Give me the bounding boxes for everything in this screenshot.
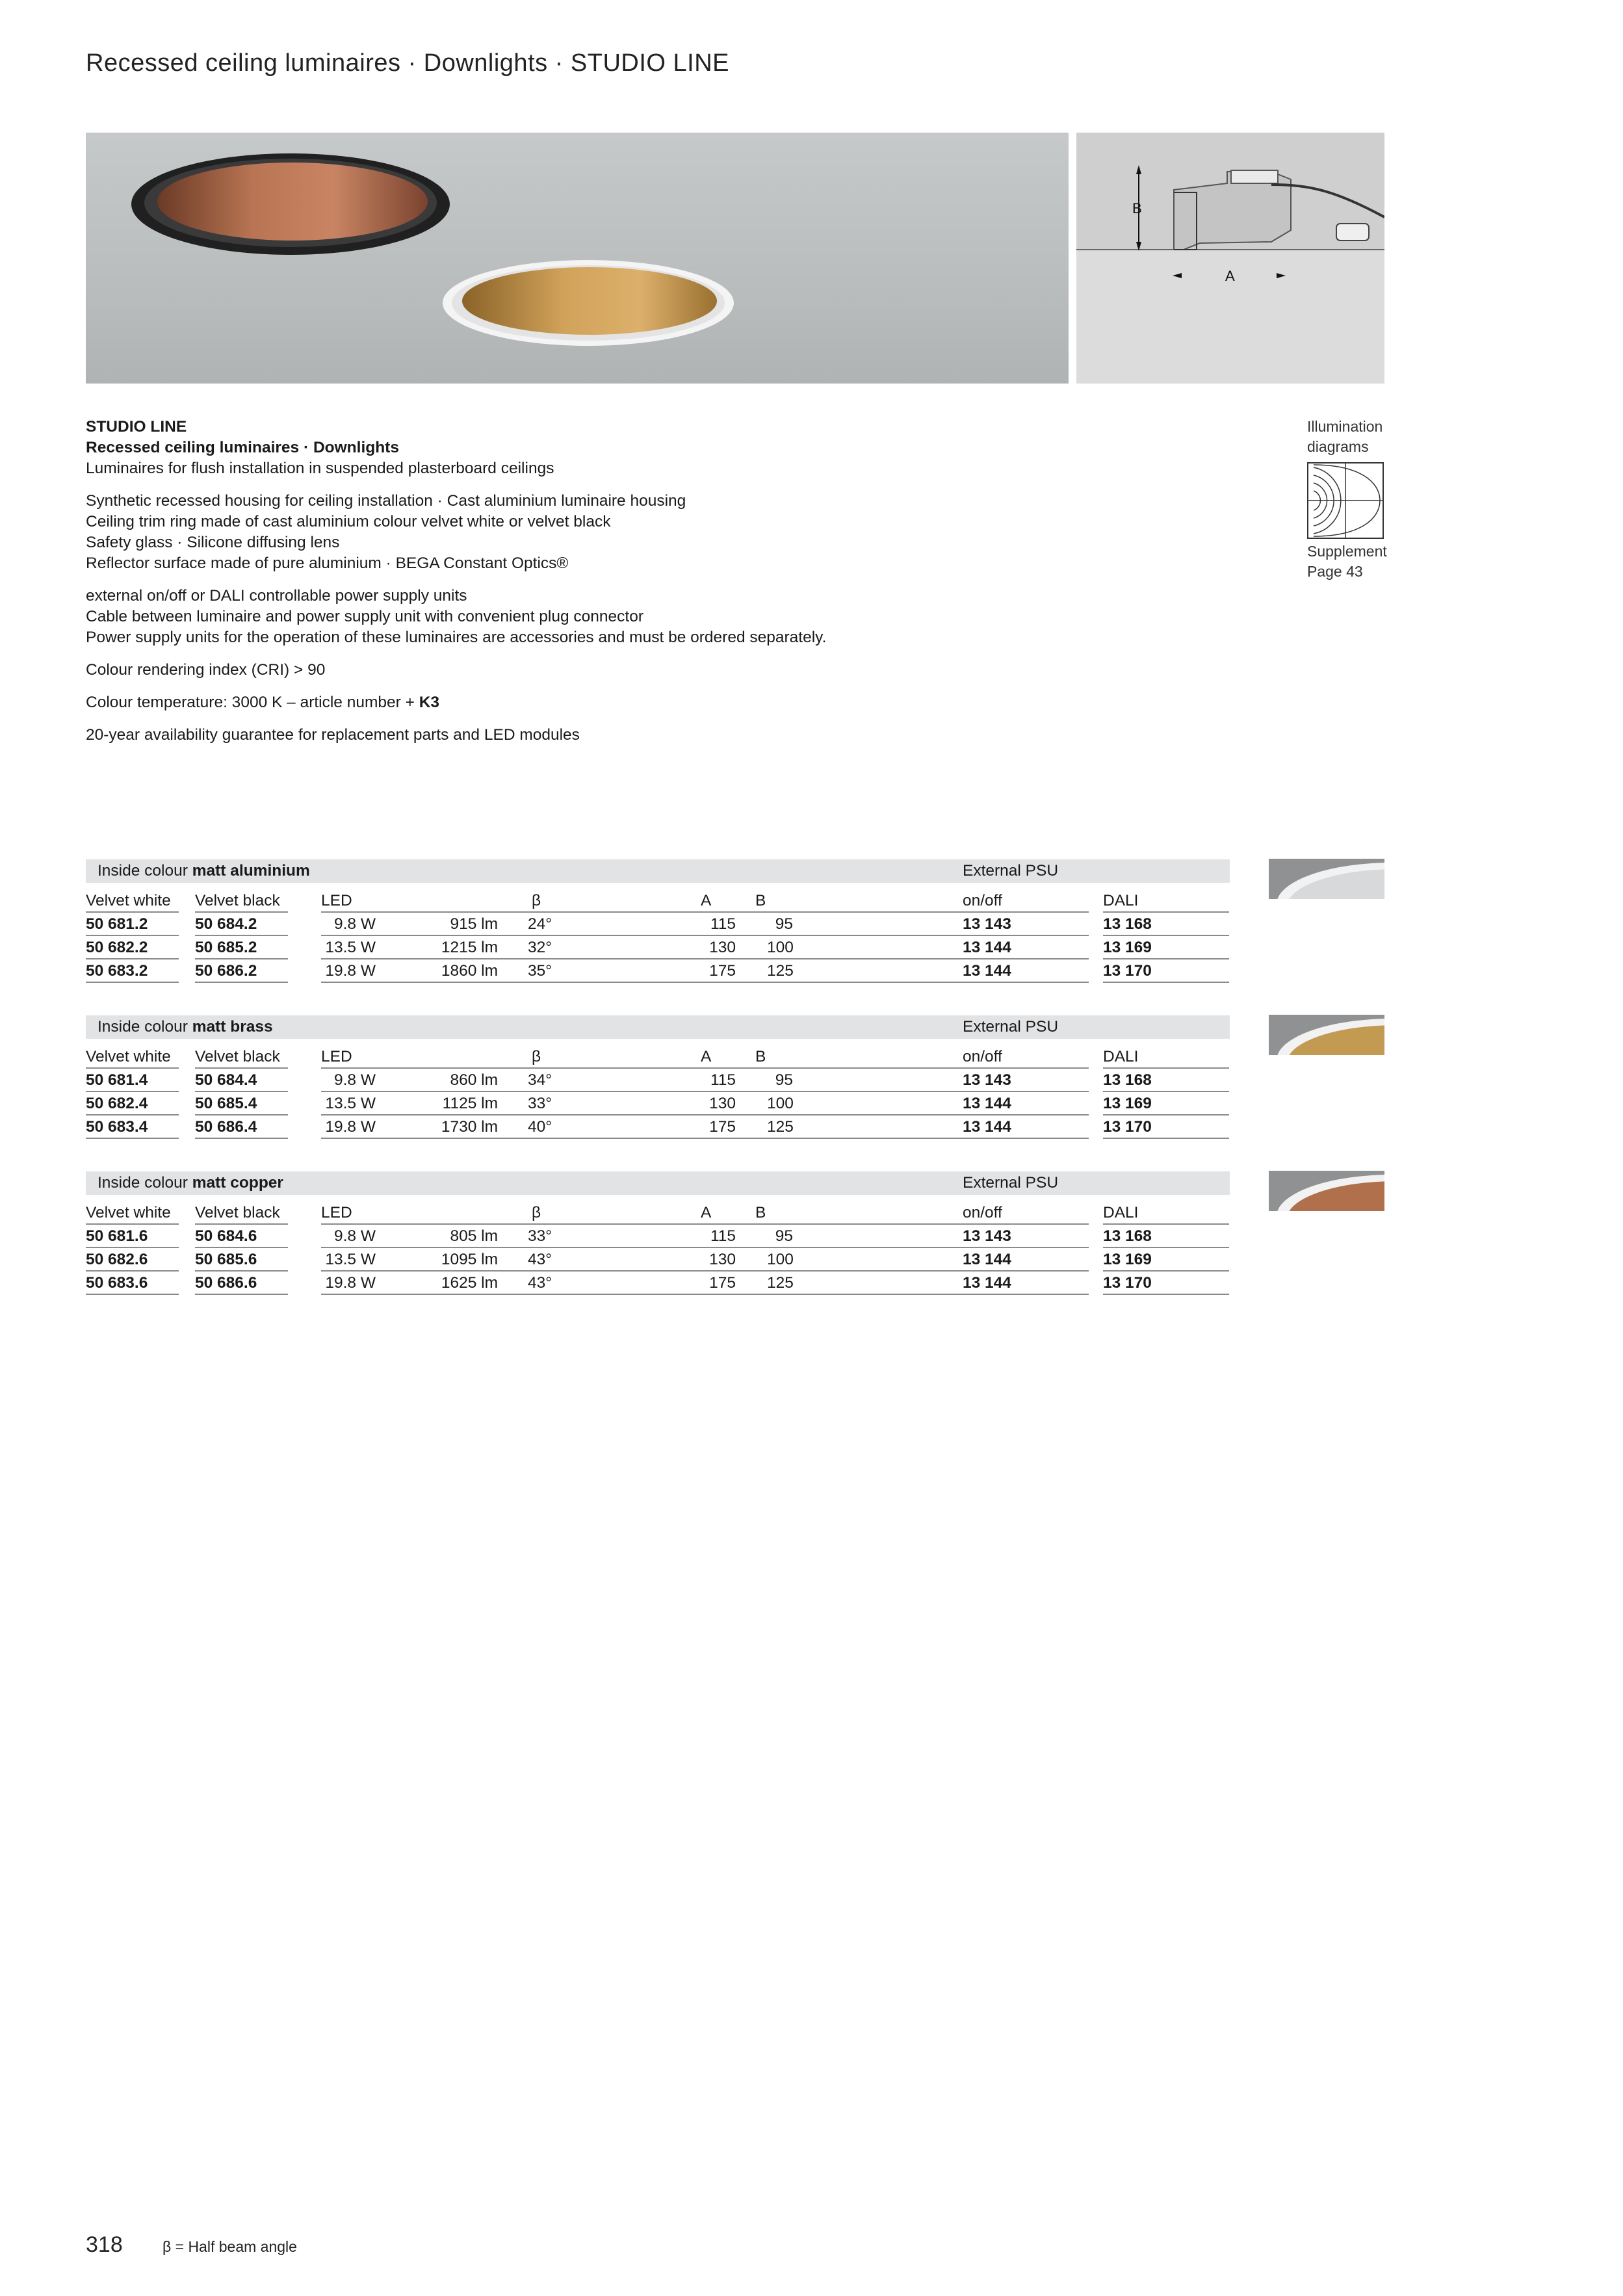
header-velvet-black: Velvet black [195, 1204, 280, 1221]
header-led: LED [321, 1048, 352, 1065]
inside-colour-name: matt copper [192, 1174, 283, 1192]
table-row [86, 1069, 1230, 1092]
copper-reflector [157, 163, 428, 241]
psu-onoff: 13 144 [963, 1118, 1011, 1136]
luminous-flux: 860 lm [450, 1071, 498, 1089]
external-psu-header: External PSU [963, 1174, 1059, 1192]
header-velvet-black: Velvet black [195, 1048, 280, 1065]
psu-dali: 13 170 [1103, 1274, 1152, 1292]
dimension-b: 100 [767, 939, 794, 956]
article-velvet-white: 50 682.2 [86, 939, 148, 956]
row-underline [963, 1294, 1089, 1295]
dimension-b: 95 [775, 915, 793, 933]
table-header-row [86, 1045, 1230, 1069]
external-psu-header: External PSU [963, 862, 1059, 880]
dimension-b: 125 [767, 962, 794, 980]
article-velvet-white: 50 683.2 [86, 962, 148, 980]
psu-onoff: 13 144 [963, 962, 1011, 980]
led-wattage: 19.8 W [325, 962, 376, 980]
psu-dali: 13 168 [1103, 1071, 1152, 1089]
table-row [86, 1092, 1230, 1115]
half-beam-angle: 40° [528, 1118, 552, 1136]
half-beam-angle: 43° [528, 1274, 552, 1292]
header-led: LED [321, 892, 352, 909]
dimension-a: 115 [710, 1071, 736, 1089]
table-header-row [86, 1201, 1230, 1225]
dimension-b: 100 [767, 1095, 794, 1112]
header-velvet-white: Velvet white [86, 892, 171, 909]
dimension-a: 130 [709, 1251, 736, 1268]
table-row [86, 959, 1230, 983]
dimension-b: 95 [775, 1227, 793, 1245]
psu-dali: 13 169 [1103, 1251, 1152, 1268]
row-underline [195, 1138, 288, 1139]
psu-dali: 13 169 [1103, 939, 1152, 956]
dimension-a: 175 [709, 1274, 736, 1292]
row-underline [1103, 1138, 1229, 1139]
illumination-diagram-icon[interactable] [1307, 462, 1384, 539]
inside-colour-prefix: Inside colour [97, 1174, 192, 1192]
row-underline [86, 1138, 179, 1139]
header-dali: DALI [1103, 1204, 1139, 1221]
article-velvet-black: 50 685.4 [195, 1095, 257, 1112]
psu-dali: 13 169 [1103, 1095, 1152, 1112]
feature-line: Ceiling trim ring made of cast aluminium colour velvet white or velvet black [86, 513, 611, 530]
article-velvet-white: 50 681.4 [86, 1071, 148, 1089]
header-onoff: on/off [963, 1204, 1002, 1221]
swatch-matt-aluminium [1269, 859, 1384, 899]
psu-dali: 13 170 [1103, 1118, 1152, 1136]
header-velvet-white: Velvet white [86, 1048, 171, 1065]
header-a: A [701, 892, 712, 909]
header-dali: DALI [1103, 1048, 1139, 1065]
psu-info-line: external on/off or DALI controllable power supply units [86, 587, 467, 605]
dimension-b: 125 [767, 1118, 794, 1136]
article-velvet-white: 50 681.6 [86, 1227, 148, 1245]
dimension-a-label: A [1225, 268, 1235, 284]
dimension-a: 115 [710, 915, 736, 933]
psu-dali: 13 170 [1103, 962, 1152, 980]
colour-band [86, 859, 1230, 883]
luminous-flux: 915 lm [450, 915, 498, 933]
header-b: B [755, 892, 766, 909]
header-dali: DALI [1103, 892, 1139, 909]
half-beam-angle: 35° [528, 962, 552, 980]
luminous-flux: 1125 lm [442, 1095, 498, 1112]
half-beam-angle: 32° [528, 939, 552, 956]
brass-reflector [462, 267, 717, 335]
psu-onoff: 13 144 [963, 1274, 1011, 1292]
product-photo [86, 133, 1069, 384]
psu-info-line: Power supply units for the operation of these luminaires are accessories and must be ordered separately. [86, 629, 827, 646]
header-velvet-black: Velvet black [195, 892, 280, 909]
half-beam-angle: 24° [528, 915, 552, 933]
colour-temperature-line [86, 692, 1191, 713]
dimension-a: 175 [709, 962, 736, 980]
features-block [86, 491, 1191, 574]
product-name: STUDIO LINE [86, 418, 187, 436]
led-wattage: 13.5 W [325, 1095, 376, 1112]
beta-footnote: β = Half beam angle [162, 2238, 297, 2255]
header-onoff: on/off [963, 892, 1002, 909]
table-row [86, 1248, 1230, 1272]
article-velvet-black: 50 685.2 [195, 939, 257, 956]
illumination-label-line: diagrams [1307, 438, 1369, 455]
psu-onoff: 13 144 [963, 1251, 1011, 1268]
inside-colour-prefix: Inside colour [97, 1018, 192, 1036]
row-underline [321, 1138, 1023, 1139]
luminous-flux: 1095 lm [441, 1251, 498, 1268]
inside-colour-label [97, 1174, 283, 1192]
article-velvet-black: 50 686.6 [195, 1274, 257, 1292]
row-underline [1103, 982, 1229, 983]
supplement-reference [1307, 541, 1387, 582]
product-description [86, 417, 1191, 746]
feature-line: Safety glass · Silicone diffusing lens [86, 534, 340, 551]
supplement-label: Supplement [1307, 543, 1387, 560]
table-row [86, 1225, 1230, 1248]
psu-info-block [86, 586, 1191, 648]
table-row [86, 913, 1230, 936]
feature-line: Reflector surface made of pure aluminium · BEGA Constant Optics® [86, 554, 569, 572]
inside-colour-label [97, 862, 310, 880]
row-underline [321, 982, 1023, 983]
row-underline [963, 1138, 1089, 1139]
half-beam-angle: 43° [528, 1251, 552, 1268]
led-wattage: 9.8 W [334, 1071, 376, 1089]
colour-band [86, 1015, 1230, 1039]
header-a: A [701, 1204, 712, 1221]
led-wattage: 9.8 W [334, 915, 376, 933]
external-psu-header: External PSU [963, 1018, 1059, 1036]
luminous-flux: 1625 lm [441, 1274, 498, 1292]
led-wattage: 9.8 W [334, 1227, 376, 1245]
dimension-b: 95 [775, 1071, 793, 1089]
psu-onoff: 13 143 [963, 1071, 1011, 1089]
row-underline [321, 1294, 1023, 1295]
half-beam-angle: 33° [528, 1095, 552, 1112]
luminous-flux: 1860 lm [441, 962, 498, 980]
dimension-a: 115 [710, 1227, 736, 1245]
colour-band [86, 1171, 1230, 1195]
article-velvet-black: 50 684.2 [195, 915, 257, 933]
header-beta: β [532, 1204, 541, 1221]
inside-colour-name: matt aluminium [192, 862, 310, 880]
page-title: Recessed ceiling luminaires · Downlights · STUDIO LINE [86, 49, 729, 77]
header-a: A [701, 1048, 712, 1065]
colour-temperature-code: K3 [419, 694, 440, 711]
dimension-drawing [1076, 133, 1384, 384]
psu-dali: 13 168 [1103, 915, 1152, 933]
header-onoff: on/off [963, 1048, 1002, 1065]
supplement-page: Page 43 [1307, 563, 1363, 580]
product-subtitle: Recessed ceiling luminaires · Downlights [86, 439, 399, 456]
article-velvet-black: 50 686.4 [195, 1118, 257, 1136]
header-beta: β [532, 892, 541, 909]
dimension-b: 100 [767, 1251, 794, 1268]
led-wattage: 19.8 W [325, 1118, 376, 1136]
article-velvet-black: 50 685.6 [195, 1251, 257, 1268]
header-b: B [755, 1048, 766, 1065]
dimension-b: 125 [767, 1274, 794, 1292]
row-underline [963, 982, 1089, 983]
dimension-a: 130 [709, 939, 736, 956]
article-velvet-white: 50 682.6 [86, 1251, 148, 1268]
luminous-flux: 805 lm [450, 1227, 498, 1245]
header-velvet-white: Velvet white [86, 1204, 171, 1221]
row-underline [86, 1294, 179, 1295]
row-underline [195, 982, 288, 983]
half-beam-angle: 33° [528, 1227, 552, 1245]
table-row [86, 936, 1230, 959]
article-velvet-black: 50 686.2 [195, 962, 257, 980]
header-b: B [755, 1204, 766, 1221]
psu-onoff: 13 143 [963, 915, 1011, 933]
feature-line: Synthetic recessed housing for ceiling installation · Cast aluminium luminaire housing [86, 492, 686, 510]
led-wattage: 19.8 W [325, 1274, 376, 1292]
inside-colour-name: matt brass [192, 1018, 273, 1036]
header-beta: β [532, 1048, 541, 1065]
article-velvet-white: 50 681.2 [86, 915, 148, 933]
table-header-row [86, 889, 1230, 913]
article-velvet-white: 50 682.4 [86, 1095, 148, 1112]
cri-line: Colour rendering index (CRI) > 90 [86, 661, 326, 679]
luminous-flux: 1215 lm [441, 939, 498, 956]
psu-onoff: 13 144 [963, 1095, 1011, 1112]
luminous-flux: 1730 lm [441, 1118, 498, 1136]
psu-info-line: Cable between luminaire and power supply unit with convenient plug connector [86, 608, 644, 625]
article-velvet-black: 50 684.6 [195, 1227, 257, 1245]
illumination-diagrams-label [1307, 417, 1383, 457]
guarantee-line: 20-year availability guarantee for replacement parts and LED modules [86, 726, 580, 744]
half-beam-angle: 34° [528, 1071, 552, 1089]
article-velvet-white: 50 683.4 [86, 1118, 148, 1136]
illumination-label-line: Illumination [1307, 418, 1383, 435]
psu-onoff: 13 143 [963, 1227, 1011, 1245]
row-underline [1103, 1294, 1229, 1295]
swatch-matt-copper [1269, 1171, 1384, 1211]
product-intro: Luminaires for flush installation in suspended plasterboard ceilings [86, 460, 554, 477]
colour-temperature-text: Colour temperature: 3000 K – article number + [86, 694, 419, 711]
table-row [86, 1272, 1230, 1295]
swatch-matt-brass [1269, 1015, 1384, 1055]
psu-dali: 13 168 [1103, 1227, 1152, 1245]
led-wattage: 13.5 W [325, 1251, 376, 1268]
dimension-a: 175 [709, 1118, 736, 1136]
table-row [86, 1115, 1230, 1139]
page-number: 318 [86, 2232, 123, 2257]
header-led: LED [321, 1204, 352, 1221]
psu-onoff: 13 144 [963, 939, 1011, 956]
inside-colour-label [97, 1018, 273, 1036]
row-underline [195, 1294, 288, 1295]
dimension-a: 130 [709, 1095, 736, 1112]
dimension-b-label: B [1132, 200, 1142, 216]
article-velvet-black: 50 684.4 [195, 1071, 257, 1089]
row-underline [86, 982, 179, 983]
inside-colour-prefix: Inside colour [97, 862, 192, 880]
article-velvet-white: 50 683.6 [86, 1274, 148, 1292]
led-wattage: 13.5 W [325, 939, 376, 956]
